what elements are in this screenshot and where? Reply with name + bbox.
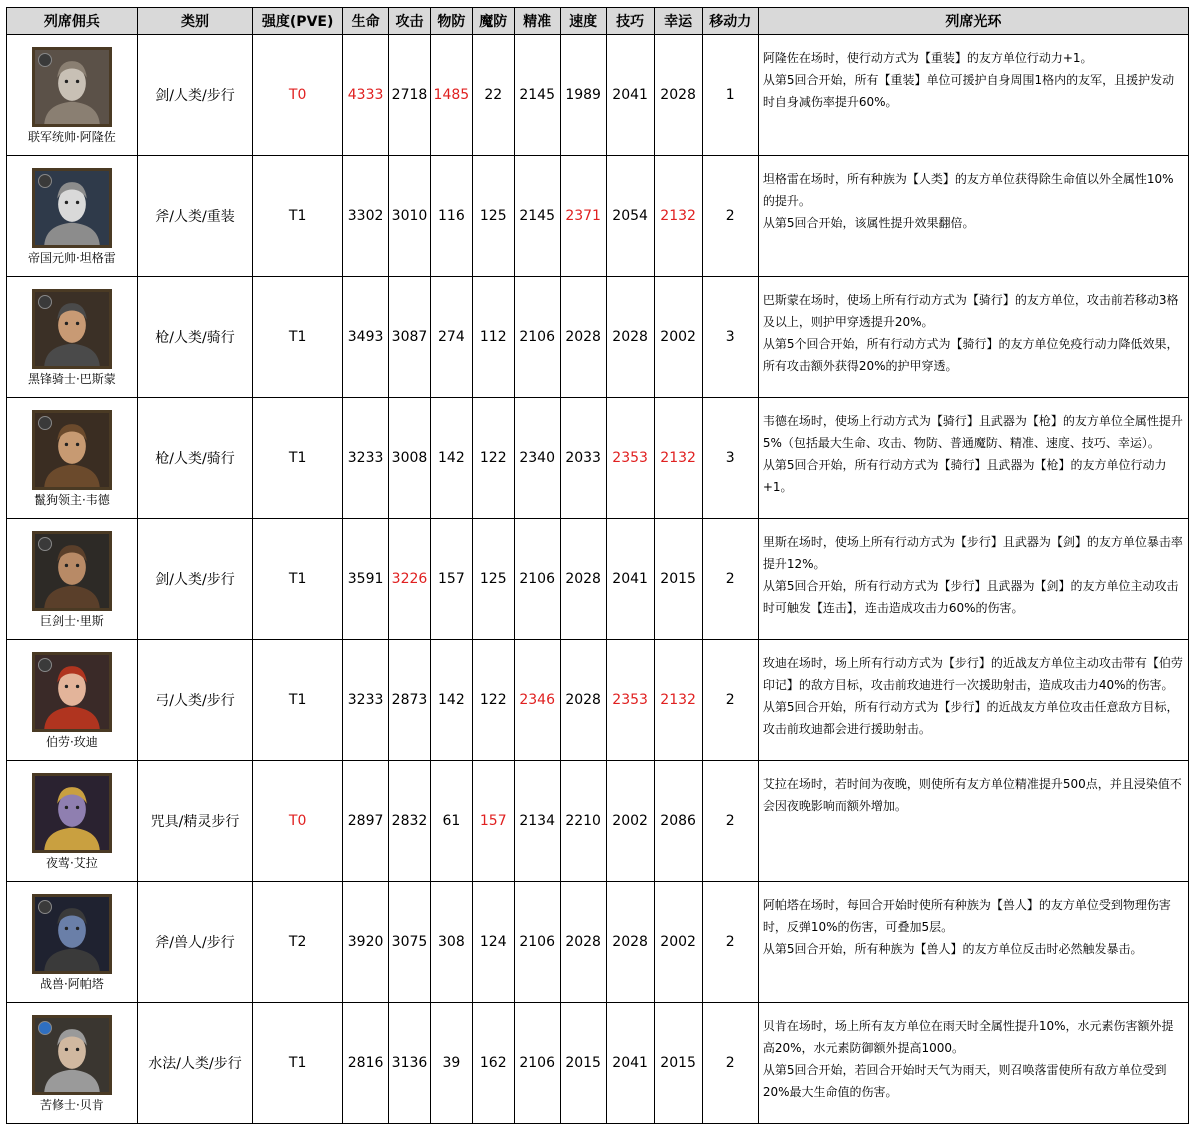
stat-hp-cell: 3233 — [343, 398, 389, 519]
stat-acc-cell: 2145 — [514, 35, 560, 156]
hero-cell — [7, 277, 138, 398]
stat-mdef-cell: 125 — [472, 156, 514, 277]
stat-mdef-cell: 162 — [472, 1003, 514, 1124]
stat-pdef-cell: 61 — [430, 761, 472, 882]
stat-luck-cell: 2002 — [654, 882, 702, 1003]
stat-hp-cell: 3233 — [343, 640, 389, 761]
stat-mdef-cell: 157 — [472, 761, 514, 882]
stat-move-cell: 3 — [702, 398, 758, 519]
stat-spd-cell: 2028 — [560, 882, 606, 1003]
tier-cell: T1 — [253, 1003, 343, 1124]
sword-icon — [38, 537, 52, 551]
class-cell: 咒具/精灵步行 — [137, 761, 252, 882]
stat-hp-cell: 3493 — [343, 277, 389, 398]
stat-atk-cell: 2718 — [389, 35, 431, 156]
hero-name: 夜莺·艾拉 — [45, 855, 98, 870]
table-row — [7, 35, 1189, 156]
aura-text: 艾拉在场时，若时间为夜晚，则使所有友方单位精准提升500点，并且浸染值不会因夜晚影响而额外增加。 — [762, 777, 1182, 813]
bearded-swordsman-portrait — [32, 531, 112, 611]
tier-cell: T0 — [253, 35, 343, 156]
stat-spd-cell: 2210 — [560, 761, 606, 882]
stat-hp-cell: 3920 — [343, 882, 389, 1003]
header-cell: 移动力 — [702, 8, 758, 35]
stat-luck-cell: 2132 — [654, 156, 702, 277]
hero-name: 苦修士·贝肯 — [39, 1097, 104, 1112]
stat-skill-cell: 2041 — [606, 1003, 654, 1124]
stat-move-cell: 2 — [702, 1003, 758, 1124]
stat-atk-cell: 3010 — [389, 156, 431, 277]
stat-acc-cell: 2106 — [514, 1003, 560, 1124]
spear-icon — [38, 295, 52, 309]
stat-atk-cell: 3075 — [389, 882, 431, 1003]
table-row — [7, 882, 1189, 1003]
tier-cell: T1 — [253, 398, 343, 519]
stat-acc-cell: 2340 — [514, 398, 560, 519]
stat-spd-cell: 2033 — [560, 398, 606, 519]
hero-cell — [7, 640, 138, 761]
stat-hp-cell: 2897 — [343, 761, 389, 882]
hero-cell — [7, 519, 138, 640]
stat-hp-cell: 4333 — [343, 35, 389, 156]
stat-mdef-cell: 125 — [472, 519, 514, 640]
header-cell: 物防 — [430, 8, 472, 35]
stat-luck-cell: 2132 — [654, 640, 702, 761]
header-row — [7, 8, 1189, 35]
stat-pdef-cell: 142 — [430, 640, 472, 761]
stat-acc-cell: 2346 — [514, 640, 560, 761]
stat-move-cell: 1 — [702, 35, 758, 156]
table-row — [7, 761, 1189, 882]
stat-luck-cell: 2015 — [654, 1003, 702, 1124]
stat-pdef-cell: 1485 — [430, 35, 472, 156]
stat-luck-cell: 2028 — [654, 35, 702, 156]
stat-acc-cell: 2106 — [514, 519, 560, 640]
tier-cell: T1 — [253, 640, 343, 761]
stat-spd-cell: 2028 — [560, 277, 606, 398]
aura-cell — [758, 882, 1188, 1003]
stat-skill-cell: 2353 — [606, 640, 654, 761]
stat-acc-cell: 2145 — [514, 156, 560, 277]
mercenary-table — [6, 7, 1189, 1124]
bow-icon — [38, 658, 52, 672]
stat-move-cell: 2 — [702, 519, 758, 640]
hero-name: 联军统帅·阿隆佐 — [27, 129, 116, 144]
header-cell: 列席佣兵 — [7, 8, 138, 35]
stat-atk-cell: 3226 — [389, 519, 431, 640]
stat-mdef-cell: 124 — [472, 882, 514, 1003]
stat-atk-cell: 2873 — [389, 640, 431, 761]
aura-cell — [758, 398, 1188, 519]
header-cell: 幸运 — [654, 8, 702, 35]
orc-warrior-portrait — [32, 894, 112, 974]
hero-name: 伯劳·玫迪 — [45, 734, 98, 749]
header-cell: 攻击 — [389, 8, 431, 35]
class-cell: 枪/人类/骑行 — [137, 277, 252, 398]
aura-text: 从第5回合开始，所有【重装】单位可援护自身周围1格内的友军，且援护发动时自身减伤率提升60%。 — [762, 73, 1175, 109]
aura-cell — [758, 640, 1188, 761]
hero-name: 鬣狗领主·韦德 — [33, 492, 110, 507]
young-knight-portrait — [32, 289, 112, 369]
header-cell: 速度 — [560, 8, 606, 35]
stat-pdef-cell: 157 — [430, 519, 472, 640]
stat-hp-cell: 3591 — [343, 519, 389, 640]
table-row — [7, 1003, 1189, 1124]
table-row — [7, 519, 1189, 640]
stat-skill-cell: 2028 — [606, 277, 654, 398]
stat-luck-cell: 2002 — [654, 277, 702, 398]
stat-luck-cell: 2086 — [654, 761, 702, 882]
header-cell: 精准 — [514, 8, 560, 35]
hero-cell — [7, 1003, 138, 1124]
stat-skill-cell: 2028 — [606, 882, 654, 1003]
tier-cell: T2 — [253, 882, 343, 1003]
stat-move-cell: 2 — [702, 882, 758, 1003]
hero-name: 巨剑士·里斯 — [39, 613, 104, 628]
stat-mdef-cell: 122 — [472, 640, 514, 761]
class-cell: 弓/人类/步行 — [137, 640, 252, 761]
stat-skill-cell: 2002 — [606, 761, 654, 882]
stat-spd-cell: 2371 — [560, 156, 606, 277]
long-hair-lord-portrait — [32, 410, 112, 490]
aura-text: 从第5回合开始，所有行动方式为【步行】且武器为【剑】的友方单位主动攻击时可触发【连击】，连击造成攻击力60%的伤害。 — [762, 579, 1179, 615]
aura-text: 阿隆佐在场时，使行动方式为【重装】的友方单位行动力+1。 — [762, 51, 1093, 65]
old-warrior-fur-portrait — [32, 47, 112, 127]
stat-acc-cell: 2134 — [514, 761, 560, 882]
stat-pdef-cell: 142 — [430, 398, 472, 519]
table-row — [7, 277, 1189, 398]
tier-cell: T0 — [253, 761, 343, 882]
header-cell: 列席光环 — [758, 8, 1188, 35]
class-cell: 斧/兽人/步行 — [137, 882, 252, 1003]
aura-text: 里斯在场时，使场上所有行动方式为【步行】且武器为【剑】的友方单位暴击率提升12%。 — [762, 535, 1183, 571]
aura-text: 巴斯蒙在场时，使场上所有行动方式为【骑行】的友方单位，攻击前若移动3格及以上，则护甲穿透提升20%。 — [762, 293, 1179, 329]
aura-cell — [758, 519, 1188, 640]
class-cell: 枪/人类/骑行 — [137, 398, 252, 519]
old-monk-portrait — [32, 1015, 112, 1095]
aura-cell — [758, 761, 1188, 882]
stat-hp-cell: 2816 — [343, 1003, 389, 1124]
red-hair-archer-portrait — [32, 652, 112, 732]
stat-move-cell: 3 — [702, 277, 758, 398]
stat-skill-cell: 2054 — [606, 156, 654, 277]
aura-text: 从第5回合开始，所有种族为【兽人】的友方单位反击时必然触发暴击。 — [762, 942, 1143, 956]
stat-pdef-cell: 39 — [430, 1003, 472, 1124]
portrait-image — [35, 776, 109, 850]
stat-acc-cell: 2106 — [514, 882, 560, 1003]
stat-atk-cell: 3008 — [389, 398, 431, 519]
stat-luck-cell: 2015 — [654, 519, 702, 640]
aura-text: 从第5回合开始，所有行动方式为【步行】的近战友方单位攻击任意敌方目标，攻击前玫迪都会进行援助射击。 — [762, 700, 1179, 736]
stat-move-cell: 2 — [702, 640, 758, 761]
aura-text: 坦格雷在场时，所有种族为【人类】的友方单位获得除生命值以外全属性10%的提升。 — [762, 172, 1174, 208]
table-row — [7, 398, 1189, 519]
header-cell: 类别 — [137, 8, 252, 35]
aura-cell — [758, 35, 1188, 156]
aura-text: 韦德在场时，使场上行动方式为【骑行】且武器为【枪】的友方单位全属性提升5%（包括最大生命、攻击、物防、普通魔防、精准、速度、技巧、幸运）。 — [762, 414, 1183, 450]
stat-pdef-cell: 308 — [430, 882, 472, 1003]
header-cell: 魔防 — [472, 8, 514, 35]
axe-icon — [38, 900, 52, 914]
aura-text: 从第5回合开始，若回合开始时天气为雨天，则召唤落雷使所有敌方单位受到20%最大生命值的伤害。 — [762, 1063, 1167, 1099]
aura-text: 贝肯在场时，场上所有友方单位在雨天时全属性提升10%，水元素伤害额外提高20%，水元素防御额外提高1000。 — [762, 1019, 1174, 1055]
white-hair-marshal-portrait — [32, 168, 112, 248]
stat-atk-cell: 3087 — [389, 277, 431, 398]
sword-icon — [38, 53, 52, 67]
stat-mdef-cell: 22 — [472, 35, 514, 156]
stat-mdef-cell: 122 — [472, 398, 514, 519]
stat-acc-cell: 2106 — [514, 277, 560, 398]
hero-name: 帝国元帅·坦格雷 — [27, 250, 116, 265]
stat-skill-cell: 2353 — [606, 398, 654, 519]
aura-text: 从第5回合开始，所有行动方式为【骑行】且武器为【枪】的友方单位行动力+1。 — [762, 458, 1167, 494]
hero-cell — [7, 398, 138, 519]
stat-spd-cell: 2015 — [560, 1003, 606, 1124]
hero-name: 战兽·阿帕塔 — [39, 976, 104, 991]
stat-move-cell: 2 — [702, 156, 758, 277]
stat-skill-cell: 2041 — [606, 519, 654, 640]
aura-text: 从第5个回合开始，所有行动方式为【骑行】的友方单位免疫行动力降低效果，所有攻击额外获得20%的护甲穿透。 — [762, 337, 1179, 373]
stat-pdef-cell: 274 — [430, 277, 472, 398]
aura-text: 从第5回合开始，该属性提升效果翻倍。 — [762, 216, 975, 230]
class-cell: 斧/人类/重装 — [137, 156, 252, 277]
spear-icon — [38, 416, 52, 430]
stat-atk-cell: 3136 — [389, 1003, 431, 1124]
aura-cell — [758, 1003, 1188, 1124]
elf-mage-portrait — [32, 773, 112, 853]
axe-icon — [38, 174, 52, 188]
aura-text: 玫迪在场时，场上所有行动方式为【步行】的近战友方单位主动攻击带有【伯劳印记】的敌方目标，攻击前玫迪进行一次援助射击，造成攻击力40%的伤害。 — [762, 656, 1183, 692]
hero-cell — [7, 761, 138, 882]
stat-spd-cell: 2028 — [560, 519, 606, 640]
aura-cell — [758, 277, 1188, 398]
tier-cell: T1 — [253, 277, 343, 398]
hero-cell — [7, 882, 138, 1003]
aura-text: 阿帕塔在场时，每回合开始时使所有种族为【兽人】的友方单位受到物理伤害时，反弹10%的伤害，可叠加5层。 — [762, 898, 1171, 934]
table-row — [7, 640, 1189, 761]
class-cell: 剑/人类/步行 — [137, 35, 252, 156]
stat-spd-cell: 2028 — [560, 640, 606, 761]
hero-name: 黑锋骑士·巴斯蒙 — [27, 371, 116, 386]
stat-spd-cell: 1989 — [560, 35, 606, 156]
table-row — [7, 156, 1189, 277]
stat-atk-cell: 2832 — [389, 761, 431, 882]
hero-cell — [7, 35, 138, 156]
stat-skill-cell: 2041 — [606, 35, 654, 156]
hero-cell — [7, 156, 138, 277]
header-cell: 生命 — [343, 8, 389, 35]
stat-move-cell: 2 — [702, 761, 758, 882]
header-cell: 强度(PVE) — [253, 8, 343, 35]
stat-hp-cell: 3302 — [343, 156, 389, 277]
class-cell: 水法/人类/步行 — [137, 1003, 252, 1124]
class-cell: 剑/人类/步行 — [137, 519, 252, 640]
stat-pdef-cell: 116 — [430, 156, 472, 277]
tier-cell: T1 — [253, 519, 343, 640]
header-cell: 技巧 — [606, 8, 654, 35]
stat-mdef-cell: 112 — [472, 277, 514, 398]
stat-luck-cell: 2132 — [654, 398, 702, 519]
tier-cell: T1 — [253, 156, 343, 277]
water-staff-icon — [38, 1021, 52, 1035]
aura-cell — [758, 156, 1188, 277]
